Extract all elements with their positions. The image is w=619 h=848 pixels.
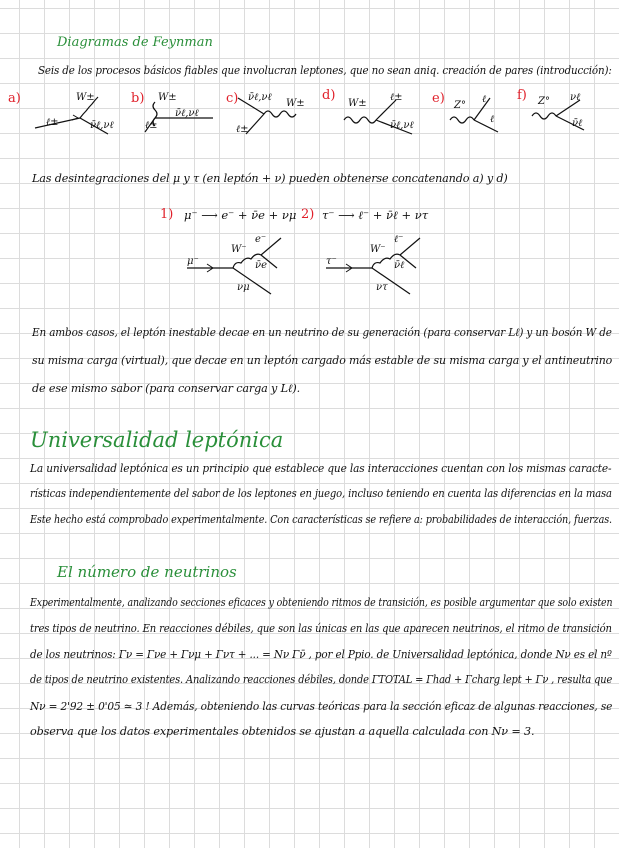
process-2-label: 2) <box>301 207 315 222</box>
decays-line: Las desintegraciones del μ y τ (en leptón + ν) pueden obtenerse concatenando a) y d) <box>32 172 508 185</box>
feynman-diagram-e <box>446 92 516 142</box>
feynman-diagram-a <box>30 88 125 143</box>
process-1-label: 1) <box>160 207 174 222</box>
universalidad-line-1: La universalidad leptónica es un principio que establece que las interacciones cuentan con los mismas caracte- <box>30 462 612 475</box>
neutrinos-line-4: de tipos de neutrino existentes. Analizando reacciones débiles, donde ΓTOTAL = Γhad + Γcharg lept + Γν , resulta que <box>30 673 613 686</box>
lepton-label: ℓ± <box>46 117 59 128</box>
muon-label: μ⁻ <box>187 256 199 267</box>
universalidad-line-3: Este hecho está comprobado experimentalmente. Con características se refiere a: probabilidades de interacción, fuerzas. <box>30 513 613 526</box>
diagram-label-a: a) <box>8 91 21 106</box>
lepton-out-label: ℓ <box>490 114 495 125</box>
neutrino-mu-label: νμ <box>237 282 250 293</box>
neutrinos-line-5: Nν = 2'92 ± 0'05 ≃ 3 ! Además, obteniendo las curvas teóricas para la sección eficaz de algunas reacciones, se <box>30 700 613 713</box>
process-1: μ⁻ ⟶ e⁻ + ν̄e + νμ <box>184 208 297 222</box>
neutrino-pair-label: ν̄ℓ,νℓ <box>175 108 199 119</box>
neutrino-pair-label: ν̄ℓ,νℓ <box>248 92 272 103</box>
w-boson-label: W± <box>76 92 95 103</box>
antineutrino-label: ν̄ℓ <box>572 118 583 129</box>
neutrinos-line-3: de los neutrinos: Γν = Γνe + Γνμ + Γντ + ... = Nν Γν̄ , por el Ppio. de Universalidad leptónica, donde Nν es el nº <box>30 648 612 661</box>
section-title-neutrinos: El número de neutrinos <box>57 563 237 581</box>
tau-decay-diagram <box>324 228 429 308</box>
muon-decay-diagram <box>185 228 290 308</box>
neutrino-pair-label: ν̄ℓ,νℓ <box>90 120 114 131</box>
feynman-diagram-b <box>143 88 228 143</box>
diagram-label-b: b) <box>131 91 145 106</box>
electron-label: e⁻ <box>255 234 267 245</box>
w-minus-label: W⁻ <box>370 244 386 255</box>
neutrinos-line-6: observa que los datos experimentales obtenidos se ajustan a aquella calculada con Nν = 3. <box>30 725 535 738</box>
lepton-label: ℓ± <box>390 92 403 103</box>
diagram-label-e: e) <box>432 91 445 106</box>
feynman-diagram-c <box>236 92 326 142</box>
lepton-label: ℓ± <box>145 120 158 131</box>
lepton-label: ℓ <box>482 94 487 105</box>
z-boson-label: Z° <box>454 100 466 111</box>
neutrinos-line-2: tres tipos de neutrino. En reacciones débiles, que son las únicas en las que aparecen neutrinos, el ritmo de transición <box>30 622 612 635</box>
w-boson-label: W± <box>158 92 177 103</box>
intro-line: Seis de los procesos básicos fiables que involucran leptones, que no sean aniq. creación de pares (introducción): <box>38 64 612 77</box>
feynman-diagram-f <box>528 90 613 140</box>
neutrinos-line-1: Experimentalmente, analizando secciones eficaces y obteniendo ritmos de transición, es posible argumentar que solo existen <box>30 596 613 609</box>
lepton-label: ℓ± <box>236 124 249 135</box>
paragraph-line-3: de ese mismo sabor (para conservar carga y Lℓ). <box>32 382 301 395</box>
diagram-label-c: c) <box>226 91 239 106</box>
neutrino-pair-label: ν̄ℓ,νℓ <box>390 120 414 131</box>
process-2: τ⁻ ⟶ ℓ⁻ + ν̄ℓ + ντ <box>322 208 429 222</box>
feynman-diagram-d <box>340 90 432 140</box>
antineutrino-e-label: ν̄e <box>255 260 267 271</box>
universalidad-line-2: rísticas independientemente del sabor de los leptones en juego, incluso teniendo en cuenta las diferencias en la masa <box>30 487 612 500</box>
tau-label: τ⁻ <box>326 256 337 267</box>
paragraph-line-2: su misma carga (virtual), que decae en un leptón cargado más estable de su misma carga y el antineutrino <box>32 354 613 367</box>
diagram-label-f: f) <box>517 88 527 103</box>
section-title-universalidad: Universalidad leptónica <box>30 428 284 452</box>
w-boson-label: W± <box>348 98 367 109</box>
z-boson-label: Z° <box>538 96 550 107</box>
section-title-feynman: Diagramas de Feynman <box>57 35 213 50</box>
neutrino-label: νℓ <box>570 92 581 103</box>
lepton-minus-label: ℓ⁻ <box>394 234 404 245</box>
diagram-label-d: d) <box>322 88 336 103</box>
neutrino-tau-label: ντ <box>376 282 388 293</box>
w-boson-label: W± <box>286 98 305 109</box>
paragraph-line-1: En ambos casos, el leptón inestable decae en un neutrino de su generación (para conservar Lℓ) y un bosón W de <box>32 326 612 339</box>
antineutrino-l-label: ν̄ℓ <box>394 260 405 271</box>
w-minus-label: W⁻ <box>231 244 247 255</box>
